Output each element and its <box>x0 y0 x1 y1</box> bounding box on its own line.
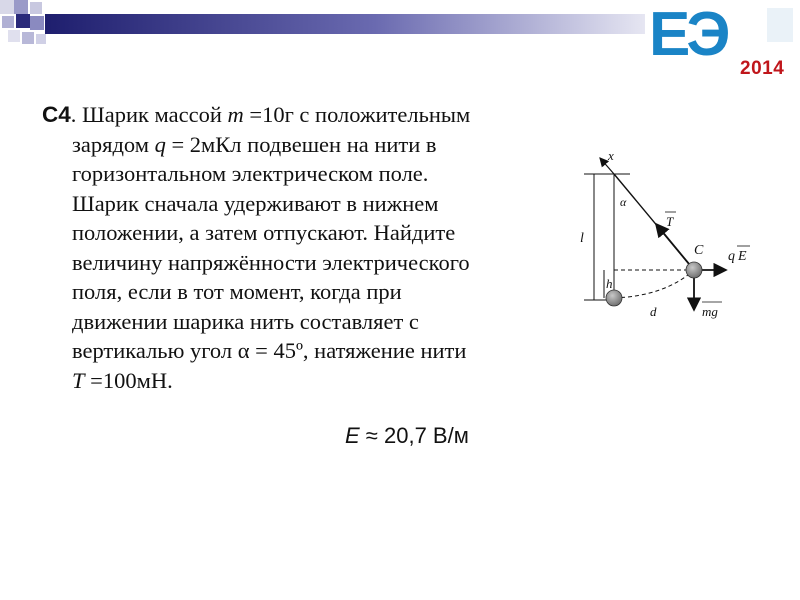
problem-line-10: T =100мН. <box>72 367 173 393</box>
header-squares <box>0 0 46 44</box>
label-x: x <box>608 148 614 163</box>
answer-symbol: E <box>345 423 360 448</box>
problem-line-8: движении шарика нить составляет с <box>72 308 419 334</box>
ball-point-c <box>686 262 702 278</box>
header-gradient-bar <box>45 14 645 34</box>
label-field-e: E <box>738 249 747 264</box>
trajectory-arc <box>614 270 694 298</box>
problem-line-9: вертикалью угол α = 45º, натяжение нити <box>72 338 467 363</box>
tension-arrow <box>656 224 694 270</box>
label-gravity: mg <box>702 304 718 319</box>
problem-line-2: зарядом q = 2мКл подвешен на нити в <box>72 131 437 157</box>
label-distance: d <box>650 304 657 319</box>
problem-line-6: величину напряжённости электрического <box>72 249 470 275</box>
label-height: h <box>606 276 613 291</box>
answer-value: ≈ 20,7 В/м <box>359 423 469 448</box>
label-alpha: α <box>620 195 627 209</box>
problem-line-5: положении, а затем отпускают. Найдите <box>72 220 456 245</box>
answer <box>345 423 469 449</box>
logo-letters: ЕЭ <box>649 0 727 69</box>
problem-line-3: горизонтальном электрическом поле. <box>72 161 429 186</box>
label-length: l <box>580 231 584 246</box>
label-charge-q: q <box>728 249 735 264</box>
logo-year: 2014 <box>740 58 785 79</box>
problem-line-7: поля, если в тот момент, когда при <box>72 279 402 304</box>
label-point-c: C <box>694 243 704 258</box>
problem-label: С4 <box>42 102 71 127</box>
problem-line-1: С4. Шарик массой m =10г с положительным <box>42 102 471 127</box>
problem-text <box>42 100 562 395</box>
label-tension: T <box>666 214 674 229</box>
pendulum-diagram <box>570 148 780 328</box>
problem-line-4: Шарик сначала удерживают в нижнем <box>72 190 439 216</box>
ball-lower <box>606 290 622 306</box>
